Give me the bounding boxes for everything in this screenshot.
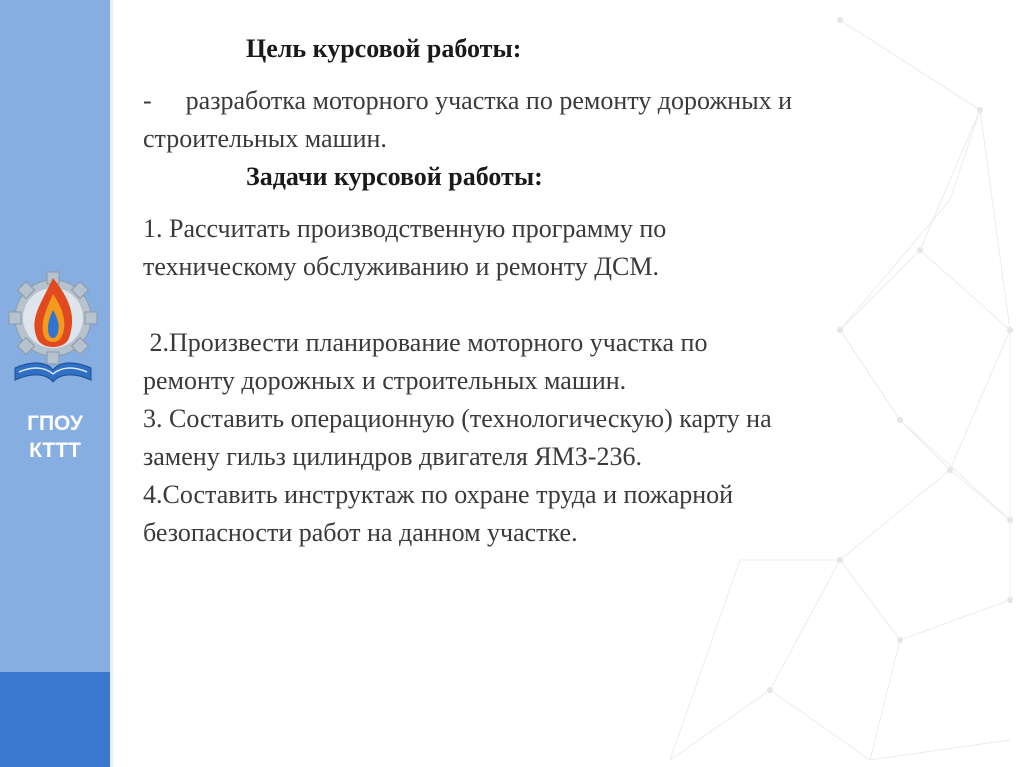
task-2-line-1: 2.Произвести планирование моторного участка по	[143, 328, 708, 357]
org-line-2: КТТТ	[29, 439, 81, 462]
organization-label	[0, 410, 110, 464]
sidebar-divider	[110, 0, 113, 767]
task-2-line-2: ремонту дорожных и строительных машин.	[143, 366, 627, 395]
goal-line-1: разработка моторного участка по ремонту дорожных и	[185, 86, 793, 115]
goal-text	[143, 82, 1003, 158]
task-item	[143, 286, 1003, 400]
task-item	[143, 476, 1003, 552]
task-3-line-1: 3. Составить операционную (технологическую) карту на	[143, 404, 772, 433]
goal-dash: -	[143, 86, 152, 115]
task-4-line-2: безопасности работ на данном участке.	[143, 518, 578, 547]
task-item	[143, 400, 1003, 476]
task-item	[143, 210, 1003, 286]
slide-content	[143, 30, 1003, 552]
task-3-line-2: замену гильз цилиндров двигателя ЯМЗ-236.	[143, 442, 642, 471]
org-line-1: ГПОУ	[27, 412, 83, 435]
gear-flame-book-logo-icon	[7, 268, 99, 394]
tasks-heading: Задачи курсовой работы:	[246, 162, 543, 191]
goal-line-2: строительных машин.	[143, 124, 387, 153]
goal-heading: Цель курсовой работы:	[246, 34, 522, 63]
task-1-line-1: 1. Рассчитать производственную программу по	[143, 214, 667, 243]
task-4-line-1: 4.Составить инструктаж по охране труда и пожарной	[143, 480, 734, 509]
sidebar-bottom-band	[0, 672, 110, 767]
task-1-line-2: техническому обслуживанию и ремонту ДСМ.	[143, 252, 660, 281]
